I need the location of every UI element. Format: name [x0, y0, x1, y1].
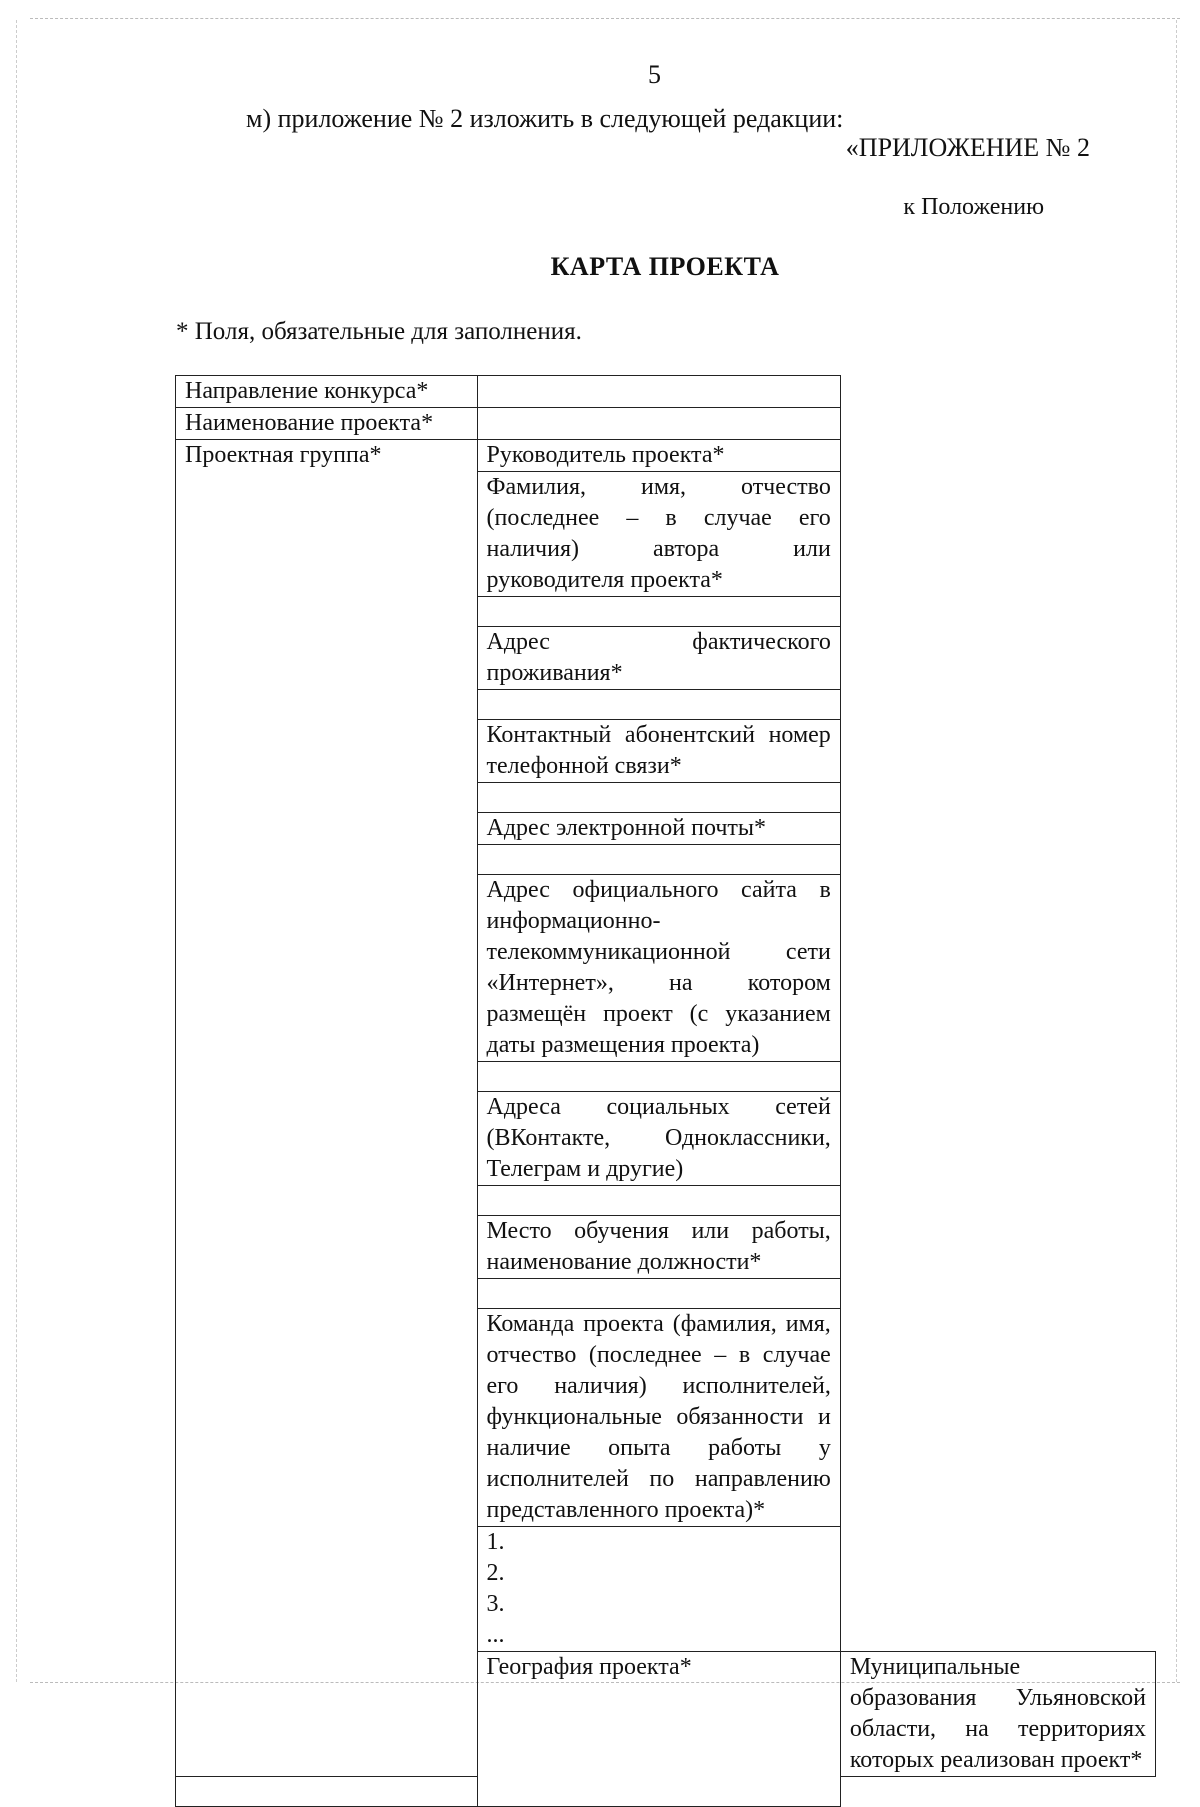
address-field-label: Адрес фактического проживания*	[477, 627, 840, 690]
table-row	[176, 376, 1156, 408]
required-fields-note: * Поля, обязательные для заполнения.	[176, 318, 582, 345]
appendix-subtitle: к Положению	[903, 194, 1044, 220]
workplace-value[interactable]	[477, 1279, 840, 1309]
appendix-title: «ПРИЛОЖЕНИЕ № 2	[845, 133, 1090, 162]
intro-text: м) приложение № 2 изложить в следующей редакции:	[246, 104, 844, 133]
list-item: ...	[486, 1622, 505, 1648]
full-name-value[interactable]	[477, 597, 840, 627]
team-list[interactable]	[477, 1527, 840, 1652]
team-field-label: Команда проекта (фамилия, имя, отчество (последнее – в случае его наличия) исполнителей, функциональные обязанности и наличие опыта работы у исполнителей по направлению представленного проекта)*	[477, 1309, 840, 1527]
list-item: 2.	[486, 1560, 505, 1586]
workplace-field-label: Место обучения или работы, наименование должности*	[477, 1216, 840, 1279]
list-item: 3.	[486, 1591, 505, 1617]
website-value[interactable]	[477, 1062, 840, 1092]
social-value[interactable]	[477, 1186, 840, 1216]
scan-border-top	[30, 18, 1180, 19]
table-row	[176, 440, 1156, 472]
project-name-label: Наименование проекта*	[176, 408, 478, 440]
direction-value[interactable]	[477, 376, 840, 408]
project-name-value[interactable]	[477, 408, 840, 440]
email-field-label: Адрес электронной почты*	[477, 813, 840, 845]
email-value[interactable]	[477, 845, 840, 875]
phone-field-label: Контактный абонентский номер телефонной связи*	[477, 720, 840, 783]
project-card-table	[175, 375, 1156, 1807]
address-value[interactable]	[477, 690, 840, 720]
geography-label: География проекта*	[477, 1652, 840, 1807]
page-number: 5	[648, 60, 661, 89]
phone-value[interactable]	[477, 783, 840, 813]
geography-field-label: Муниципальные образования Ульяновской области, на территориях которых реализован проект*	[840, 1652, 1155, 1777]
direction-label: Направление конкурса*	[176, 376, 478, 408]
full-name-field-label: Фамилия, имя, отчество (последнее – в случае его наличия) автора или руководителя проекта*	[477, 472, 840, 597]
document-title: КАРТА ПРОЕКТА	[550, 252, 780, 281]
geography-value[interactable]	[176, 1777, 478, 1807]
social-field-label: Адреса социальных сетей (ВКонтакте, Одноклассники, Телеграм и другие)	[477, 1092, 840, 1186]
website-field-label: Адрес официального сайта в информационно-телекоммуникационной сети «Интернет», на котором размещён проект (с указанием даты размещения проекта)	[477, 875, 840, 1062]
leader-field-label: Руководитель проекта*	[477, 440, 840, 472]
table-row	[176, 408, 1156, 440]
project-group-label: Проектная группа*	[176, 440, 478, 1777]
list-item: 1.	[486, 1529, 505, 1555]
